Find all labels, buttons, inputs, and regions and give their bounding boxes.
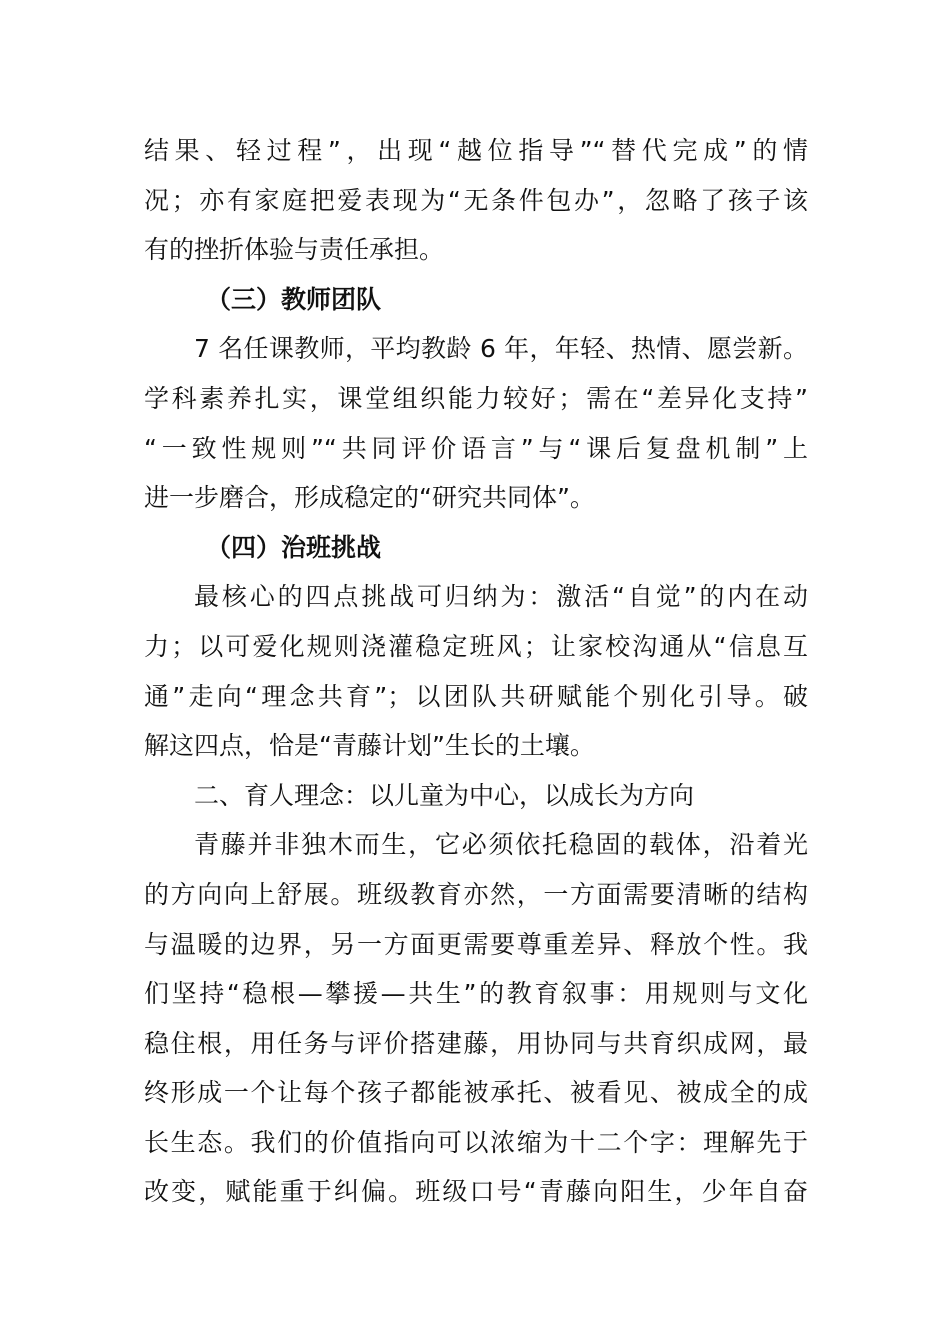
text-line: 进一步磨合，形成稳定的“研究共同体”。 — [144, 483, 595, 513]
text-line: 结果、轻过程”，出现“越位指导”“替代完成”的情 — [144, 136, 808, 165]
text-line: 终形成一个让每个孩子都能被承托、被看见、被成全的成 — [144, 1078, 808, 1108]
section-heading-teachers: （三）教师团队 — [206, 284, 382, 314]
paragraph-philosophy — [144, 820, 808, 1217]
document-body — [144, 126, 808, 1217]
text-line: 力；以可爱化规则浇灌稳定班风；让家校沟通从“信息互 — [144, 631, 808, 661]
text-line: 改变，赋能重于纠偏。班级口号“青藤向阳生，少年自奋 — [144, 1177, 808, 1207]
section-heading-philosophy: 二、育人理念：以儿童为中心，以成长为方向 — [194, 780, 695, 810]
text-line: 长生态。我们的价值指向可以浓缩为十二个字：理解先于 — [144, 1127, 808, 1157]
text-line: 们坚持“稳根—攀援—共生”的教育叙事：用规则与文化 — [144, 979, 808, 1009]
section-heading-challenges: （四）治班挑战 — [206, 532, 382, 562]
text-line: 青藤并非独木而生，它必须依托稳固的载体，沿着光 — [194, 830, 808, 860]
text-line: 稳住根，用任务与评价搭建藤，用协同与共育织成网，最 — [144, 1028, 808, 1058]
text-line: 与温暖的边界，另一方面更需要尊重差异、释放个性。我 — [144, 929, 808, 959]
text-line: 的方向向上舒展。班级教育亦然，一方面需要清晰的结构 — [144, 879, 808, 909]
text-line: 有的挫折体验与责任承担。 — [144, 235, 445, 265]
text-line: “一致性规则”“共同评价语言”与“课后复盘机制”上 — [144, 433, 808, 463]
text-line: 7 名任课教师，平均教龄 6 年，年轻、热情、愿尝新。 — [194, 334, 808, 364]
text-line: 解这四点，恰是“青藤计划”生长的土壤。 — [144, 731, 595, 761]
paragraph-challenges — [144, 572, 808, 770]
text-line: 通”走向“理念共育”；以团队共研赋能个别化引导。破 — [144, 681, 808, 711]
paragraph-family-context — [144, 126, 808, 275]
text-line: 最核心的四点挑战可归纳为：激活“自觉”的内在动 — [194, 582, 808, 612]
text-line: 学科素养扎实，课堂组织能力较好；需在“差异化支持” — [144, 383, 808, 413]
text-line: 况；亦有家庭把爱表现为“无条件包办”，忽略了孩子该 — [144, 185, 808, 215]
paragraph-teachers — [144, 324, 808, 522]
